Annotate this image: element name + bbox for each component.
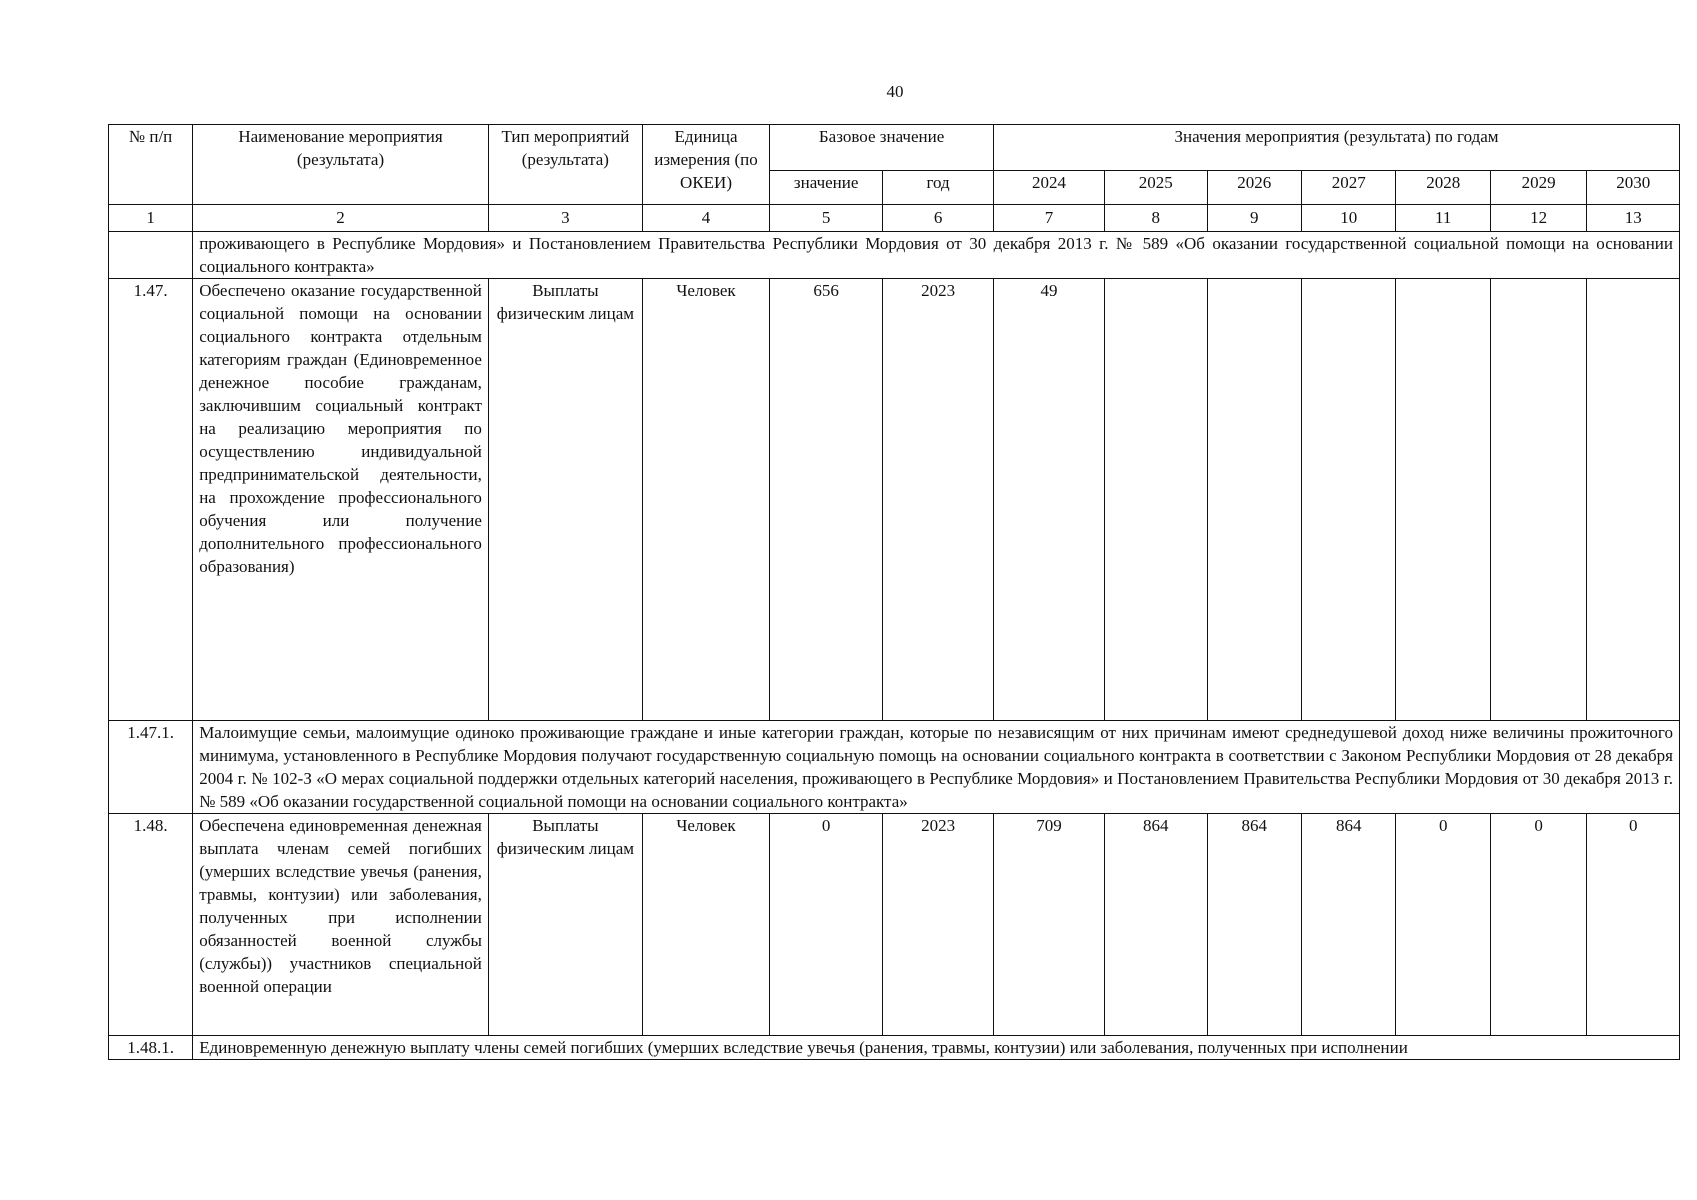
row-unit: Человек — [642, 814, 769, 1036]
table-row-1-48 — [109, 814, 1680, 1036]
row-value-2027: 864 — [1302, 814, 1396, 1036]
header-num: № п/п — [109, 125, 193, 205]
row-value-2024: 49 — [994, 279, 1105, 721]
row-base-year: 2023 — [883, 279, 994, 721]
column-number: 8 — [1104, 205, 1207, 232]
row-num: 1.48. — [109, 814, 193, 1036]
row-unit: Человек — [642, 279, 769, 721]
header-base-year: год — [883, 171, 994, 205]
header-year: 2029 — [1490, 171, 1587, 205]
row-value-2030: 0 — [1587, 814, 1680, 1036]
column-number: 5 — [770, 205, 883, 232]
header-base: Базовое значение — [770, 125, 994, 171]
header-year: 2025 — [1104, 171, 1207, 205]
row-type: Выплаты физическим лицам — [488, 279, 642, 721]
header-type: Тип мероприятий (результата) — [488, 125, 642, 205]
table-row-1-47 — [109, 279, 1680, 721]
row-value-2029 — [1490, 279, 1587, 721]
row-num: 1.47. — [109, 279, 193, 721]
header-unit: Единица измерения (по ОКЕИ) — [642, 125, 769, 205]
column-number: 11 — [1396, 205, 1490, 232]
column-number-row — [109, 205, 1680, 232]
row-value-2026: 864 — [1207, 814, 1301, 1036]
header-year: 2027 — [1302, 171, 1396, 205]
row-base-value: 0 — [770, 814, 883, 1036]
header-year: 2028 — [1396, 171, 1490, 205]
header-name: Наименование мероприятия (результата) — [193, 125, 489, 205]
row-value-2028: 0 — [1396, 814, 1490, 1036]
header-base-value: значение — [770, 171, 883, 205]
column-number: 4 — [642, 205, 769, 232]
column-number: 1 — [109, 205, 193, 232]
row-type: Выплаты физическим лицам — [488, 814, 642, 1036]
row-base-value: 656 — [770, 279, 883, 721]
table-row-1-47-1 — [109, 721, 1680, 814]
column-number: 13 — [1587, 205, 1680, 232]
row-value-2024: 709 — [994, 814, 1105, 1036]
header-year: 2030 — [1587, 171, 1680, 205]
column-number: 6 — [883, 205, 994, 232]
column-number: 12 — [1490, 205, 1587, 232]
continuation-text: проживающего в Республике Мордовия» и Постановлением Правительства Республики Мордовия от 30 декабря 2013 г. № 589 «Об оказании государственной социальной помощи на основании социального контракта» — [193, 232, 1680, 279]
column-number: 9 — [1207, 205, 1301, 232]
row-value-2025 — [1104, 279, 1207, 721]
column-number: 10 — [1302, 205, 1396, 232]
row-num: 1.47.1. — [109, 721, 193, 814]
row-description: Единовременную денежную выплату члены семей погибших (умерших вследствие увечья (ранения, травмы, контузии) или заболевания, полученных при исполнении — [193, 1036, 1680, 1060]
row-name: Обеспечена единовременная денежная выплата членам семей погибших (умерших вследствие увечья (ранения, травмы, контузии) или заболевания, полученных при исполнении обязанностей военной службы (службы)) участников специальной военной операции — [193, 814, 489, 1036]
header-year: 2024 — [994, 171, 1105, 205]
row-value-2028 — [1396, 279, 1490, 721]
row-num-empty — [109, 232, 193, 279]
row-value-2025: 864 — [1104, 814, 1207, 1036]
header-row — [109, 125, 1680, 171]
header-by-years: Значения мероприятия (результата) по годам — [994, 125, 1680, 171]
row-value-2030 — [1587, 279, 1680, 721]
row-name: Обеспечено оказание государственной социальной помощи на основании социального контракта отдельным категориям граждан (Единовременное денежное пособие гражданам, заключившим социальный контракт на реализацию мероприятия по осуществлению индивидуальной предпринимательской деятельности, на прохождение профессионального обучения или получение дополнительного профессионального образования) — [193, 279, 489, 721]
row-value-2026 — [1207, 279, 1301, 721]
row-value-2029: 0 — [1490, 814, 1587, 1036]
column-number: 7 — [994, 205, 1105, 232]
table-row-continuation — [109, 232, 1680, 279]
table-row-1-48-1 — [109, 1036, 1680, 1060]
row-base-year: 2023 — [883, 814, 994, 1036]
header-year: 2026 — [1207, 171, 1301, 205]
column-number: 2 — [193, 205, 489, 232]
page-number: 40 — [886, 82, 904, 101]
row-description: Малоимущие семьи, малоимущие одиноко проживающие граждане и иные категории граждан, которые по независящим от них причинам имеют среднедушевой доход ниже величины прожиточного минимума, установленного в Республике Мордовия получают государственную социальную помощь на основании социального контракта в соответствии с Законом Республики Мордовия от 28 декабря 2004 г. № 102-З «О мерах социальной поддержки отдельных категорий населения, проживающего в Республике Мордовия» и Постановлением Правительства Республики Мордовия от 30 декабря 2013 г. № 589 «Об оказании государственной социальной помощи на основании социального контракта» — [193, 721, 1680, 814]
events-table — [108, 124, 1680, 1060]
column-number: 3 — [488, 205, 642, 232]
row-num: 1.48.1. — [109, 1036, 193, 1060]
row-value-2027 — [1302, 279, 1396, 721]
